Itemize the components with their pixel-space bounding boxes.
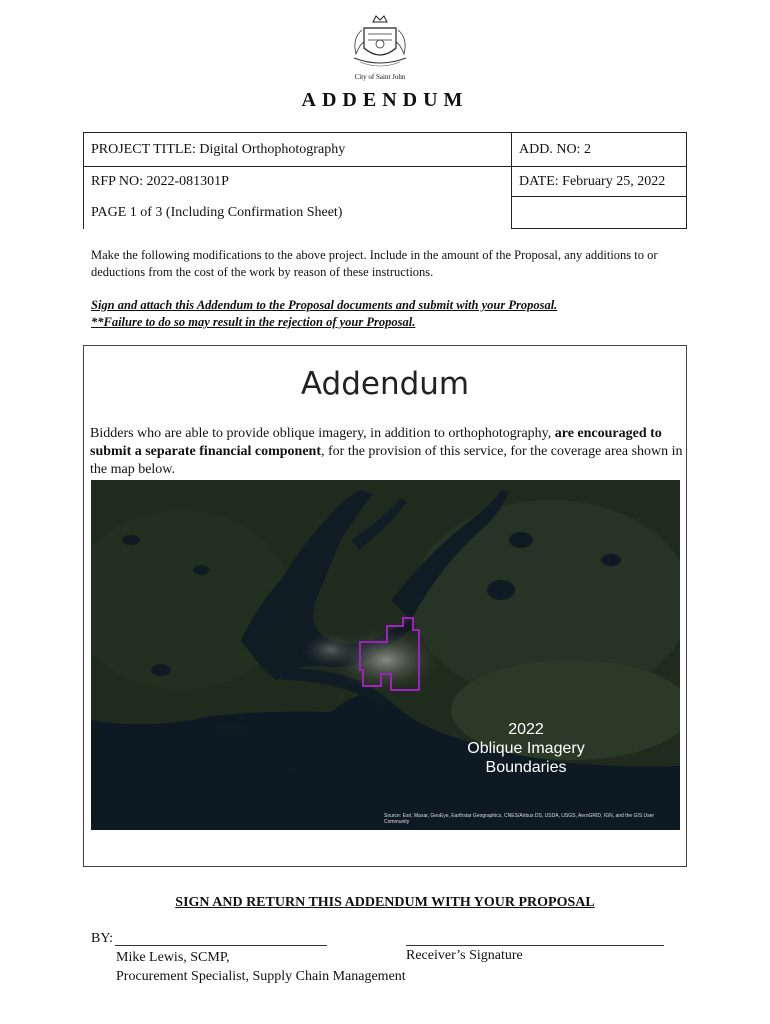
sign-return-heading: SIGN AND RETURN THIS ADDENDUM WITH YOUR PROPOSAL [175,895,595,910]
city-crest-logo [340,14,420,84]
map-label-line2: Oblique Imagery [467,740,585,757]
table-row [84,197,687,229]
addendum-box [83,345,687,867]
map-legend-label [451,720,601,777]
body-text-part1: Bidders who are able to provide oblique imagery, in addition to orthophotography, [90,426,555,441]
notice-line-2: **Failure to do so may result in the rejection of your Proposal. [91,315,416,329]
body-text-part2: , for the provision of this service, for the coverage area shown in the map below. [90,444,683,477]
instructions-paragraph: Make the following modifications to the above project. Include in the amount of the Proposal, any additions to or deductions from the cost of the work by reason of these instructions. [91,248,658,279]
notice-line-2-text: **Failure to do so may result in the rejection of your Proposal [91,315,413,329]
table-row [84,133,687,167]
empty-cell [512,197,687,229]
date-cell: DATE: February 25, 2022 [512,167,687,197]
by-label: BY: [91,931,114,946]
crest-icon [340,14,420,72]
signer-signature-line [115,945,327,946]
rfp-no-cell: RFP NO: 2022-081301P [84,167,512,197]
addendum-body [90,425,684,479]
notice-line-1: Sign and attach this Addendum to the Proposal documents and submit with your Proposal. [91,298,558,312]
table-row [84,167,687,197]
signer-block [116,948,406,986]
project-title-cell: PROJECT TITLE: Digital Orthophotography [84,133,512,167]
logo-caption: City of Saint John [354,73,406,81]
add-no-cell: ADD. NO: 2 [512,133,687,167]
notice-text [91,297,691,331]
body-text-bold: are encouraged to submit a separate financial component [90,426,662,459]
addendum-heading: Addendum [300,366,470,402]
document-title: ADDENDUM [301,89,469,111]
page-count-cell: PAGE 1 of 3 (Including Confirmation Sheet) [84,197,512,229]
signer-name: Mike Lewis, SCMP, [116,950,230,965]
receiver-signature-line [406,945,664,946]
map-attribution: Source: Esri, Maxar, GeoEye, Earthstar Geographics, CNES/Airbus DS, USDA, USGS, AeroGRID, IGN, and the GIS User Community [384,813,655,825]
map-image [91,480,680,830]
map-label-line3: Boundaries [485,759,567,776]
signer-title: Procurement Specialist, Supply Chain Management [116,969,406,984]
map-label-year: 2022 [508,721,544,738]
satellite-map [91,480,680,830]
receiver-signature-label: Receiver’s Signature [406,948,523,963]
project-info-table [83,132,687,229]
